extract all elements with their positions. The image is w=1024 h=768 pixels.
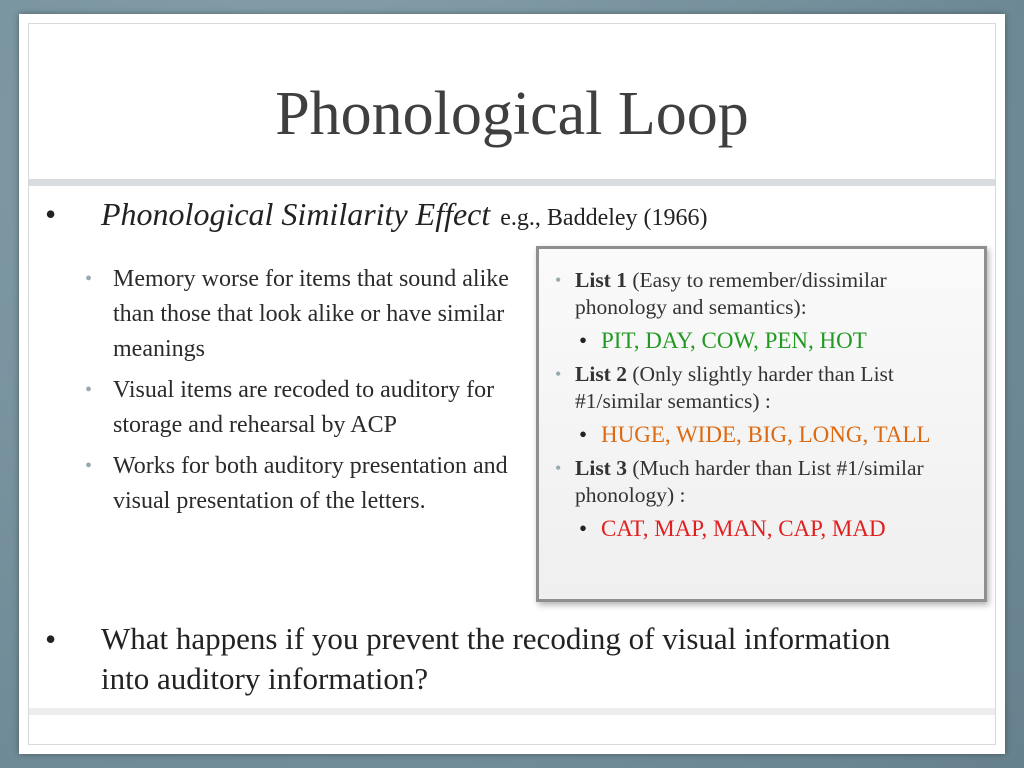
word-list	[551, 421, 976, 448]
list-description: (Easy to remember/dissimilar phonology and semantics):	[575, 268, 887, 319]
bullet-dot: •	[85, 379, 93, 401]
bullet-dot: •	[85, 455, 93, 477]
left-subpoints	[85, 262, 525, 525]
bullet-dot: •	[579, 422, 588, 447]
list-label: List 2	[575, 362, 627, 386]
list-item	[551, 361, 976, 415]
word-list-text: HUGE, WIDE, BIG, LONG, TALL	[601, 422, 931, 447]
main-bullet-effect	[45, 194, 805, 234]
word-list	[551, 515, 976, 542]
effect-name: Phonological Similarity Effect	[101, 196, 491, 232]
bullet-dot: •	[45, 621, 57, 657]
list-item	[551, 455, 976, 509]
bullet-dot: •	[555, 364, 562, 384]
bullet-dot: •	[45, 196, 57, 232]
citation: e.g., Baddeley (1966)	[500, 205, 708, 231]
slide-title: Phonological Loop	[275, 80, 749, 148]
main-bullet-question	[45, 619, 945, 709]
list-item	[85, 449, 525, 519]
list-item	[551, 267, 976, 321]
bullet-dot: •	[579, 328, 588, 353]
list-label: List 3	[575, 456, 627, 480]
subpoint-text: Works for both auditory presentation and visual presentation of the letters.	[113, 453, 508, 514]
word-list	[551, 327, 976, 354]
word-lists-box	[536, 246, 987, 602]
list-description: (Much harder than List #1/similar phonology) :	[575, 456, 924, 507]
bullet-dot: •	[555, 458, 562, 478]
title-divider	[29, 179, 995, 186]
bullet-dot: •	[579, 516, 588, 541]
subpoint-text: Visual items are recoded to auditory for storage and rehearsal by ACP	[113, 377, 495, 438]
question-text: What happens if you prevent the recoding of visual information into auditory information?	[101, 621, 891, 696]
bullet-dot: •	[555, 270, 562, 290]
bullet-dot: •	[85, 268, 93, 290]
list-item	[85, 373, 525, 443]
subpoint-text: Memory worse for items that sound alike than those that look alike or have similar meanings	[113, 266, 509, 362]
slide	[19, 14, 1005, 754]
word-list-text: CAT, MAP, MAN, CAP, MAD	[601, 516, 886, 541]
list-item	[85, 262, 525, 367]
list-description: (Only slightly harder than List #1/similar semantics) :	[575, 362, 894, 413]
list-label: List 1	[575, 268, 627, 292]
footer-divider	[29, 708, 995, 715]
word-list-text: PIT, DAY, COW, PEN, HOT	[601, 328, 867, 353]
